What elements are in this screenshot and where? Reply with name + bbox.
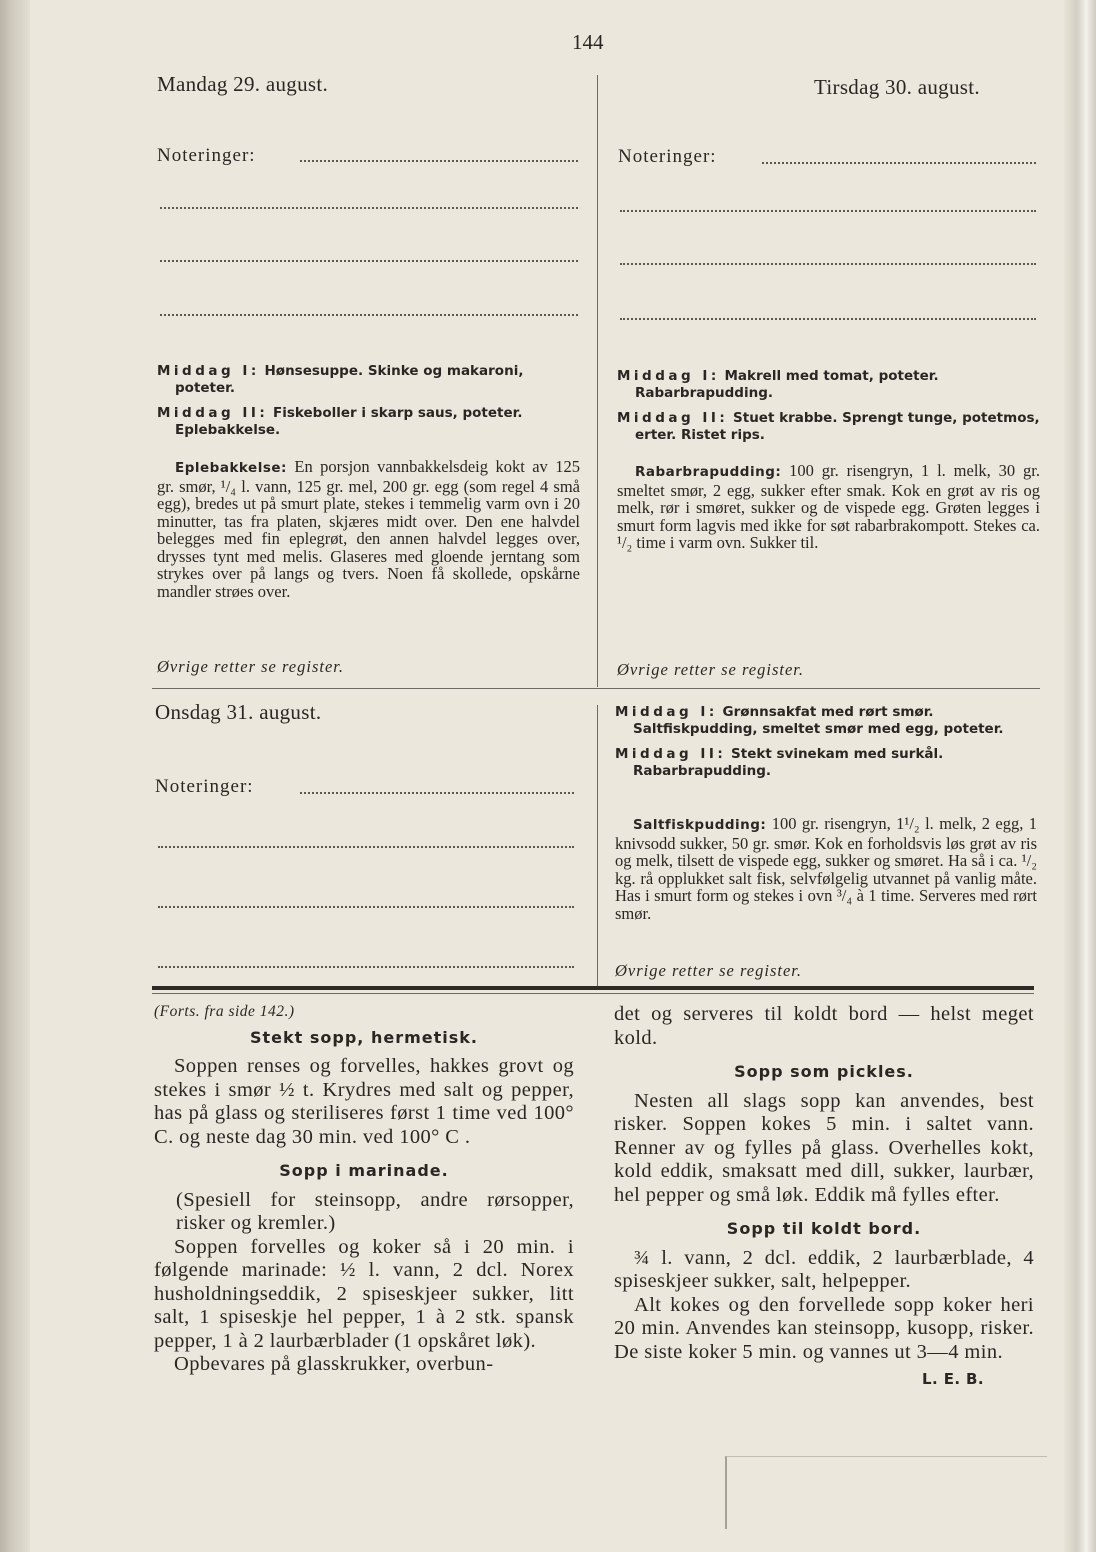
wednesday-notes-line-4[interactable] (158, 966, 574, 968)
wednesday-menu (615, 704, 1040, 788)
monday-notes-line-3[interactable] (160, 260, 578, 262)
dinner-2-text: Stekt svinekam med surkål. Rabarbrapudding. (633, 746, 944, 779)
tuesday-notes-line-4[interactable] (620, 318, 1036, 320)
wednesday-notes-line-3[interactable] (158, 906, 574, 908)
sopp-marinade-subtitle: (Spesiell for steinsopp, andre rørsopper, risker og kremler.) (176, 1188, 574, 1234)
tuesday-dinner-1 (617, 368, 1040, 402)
article-right-column (614, 1003, 1034, 1392)
monday-notes-label: Noteringer: (157, 145, 256, 166)
wednesday-notes-label: Noteringer: (155, 776, 254, 797)
author-signature: L. E. B. (922, 1370, 984, 1388)
tuesday-recipe (617, 462, 1040, 552)
monday-notes-line-4[interactable] (160, 314, 578, 316)
sopp-koldt-bord-method: Alt kokes og den forvellede sopp koker heri 20 min. Anvendes kan steinsopp, kusopp, risker. De siste koker 5 min. og vannes ut 3—4 min. (614, 1293, 1034, 1363)
thick-rule (152, 986, 1034, 990)
wednesday-more-dishes: Øvrige retter se register. (615, 961, 802, 980)
section-heading-sopp-koldt-bord: Sopp til koldt bord. (726, 1219, 922, 1238)
monday-notes-line-2[interactable] (160, 207, 578, 209)
recipe-name: Rabarbrapudding: (635, 464, 782, 480)
thin-rule (152, 993, 1034, 994)
recipe-text: 100 gr. risengryn, 1¹/₂ l. melk, 2 egg, 1 knivsodd sukker, 50 gr. smør. Kok en forholdsvis løs grøt av ris og melk, tilsett de vispede egg, sukker og smøret. Ha så i ca. ¹/₂ kg. rå opplukket salt fisk, selvfølgelig utvannet på vanlig måte. Has i smurt form og stekes i ovn ³/₄ à 1 time. Serveres med rørt smør. (615, 814, 1038, 923)
wednesday-recipe (615, 815, 1037, 922)
wednesday-dinner-1 (615, 704, 1040, 738)
wednesday-dinner-2 (615, 746, 1040, 780)
monday-notes-line-1[interactable] (300, 160, 578, 162)
tuesday-menu (617, 368, 1040, 452)
wednesday-heading: Onsdag 31. august. (155, 700, 322, 724)
dinner-1-label: Middag I: (617, 368, 720, 384)
monday-recipe (157, 458, 580, 600)
book-spine (0, 0, 30, 1552)
page-number: 144 (572, 30, 604, 54)
monday-more-dishes: Øvrige retter se register. (157, 657, 344, 676)
continued-from: (Forts. fra side 142.) (154, 1003, 295, 1020)
section-divider (152, 688, 1040, 689)
dinner-2-label: Middag II: (617, 410, 729, 426)
dinner-1-text: Grønnsakfat med rørt smør. Saltfiskpudding, smeltet smør med egg, poteter. (633, 704, 1004, 737)
monday-dinner-1 (157, 363, 580, 397)
column-divider-mid (597, 705, 598, 988)
dinner-2-text: Stuet krabbe. Sprengt tunge, potetmos, erter. Ristet rips. (635, 410, 1040, 443)
wednesday-notes-line-1[interactable] (300, 792, 574, 794)
recipe-text: 100 gr. risengryn, 1 l. melk, 30 gr. smeltet smør, 2 egg, sukker efter smak. Kok en grøt av ris og melk, rør i smøret, sukker og de vispede egg. Grøten legges i smurt form lagvis med ikke for søt rabarbrakompott. Stekes ca. ¹/₂ time i varm ovn. Sukker til. (617, 461, 1040, 552)
dinner-1-text: Makrell med tomat, poteter. Rabarbrapudding. (635, 368, 939, 401)
sopp-koldt-bord-ingredients: ¾ l. vann, 2 dcl. eddik, 2 laurbærblade, 4 spiseskjeer sukker, salt, helpepper. (614, 1246, 1034, 1292)
monday-menu (157, 363, 580, 447)
sopp-marinade-continued: det og serveres til koldt bord — helst meget kold. (614, 1003, 1034, 1049)
dinner-1-text: Hønsesuppe. Skinke og makaroni, poteter. (175, 363, 524, 396)
section-heading-stekt-sopp: Stekt sopp, hermetisk. (250, 1027, 478, 1047)
dinner-2-label: Middag II: (615, 746, 727, 762)
recipe-name: Saltfiskpudding: (633, 817, 767, 833)
recipe-name: Eplebakkelse: (175, 460, 287, 476)
article-left-column (154, 1000, 574, 1377)
tuesday-more-dishes: Øvrige retter se register. (617, 660, 804, 679)
monday-heading: Mandag 29. august. (157, 72, 329, 96)
tuesday-dinner-2 (617, 410, 1040, 444)
section-heading-sopp-pickles: Sopp som pickles. (734, 1062, 914, 1081)
sopp-marinade-text-2: Opbevares på glasskrukker, overbun- (174, 1353, 494, 1375)
monday-dinner-2 (157, 405, 580, 439)
recipe-text: En porsjon vannbakkelsdeig kokt av 125 gr. smør, ¹/₄ l. vann, 125 gr. mel, 200 gr. egg (som regel 4 små egg), bredes ut på smurt plate, stekes i temmelig varm ovn i 20 minutter, tas fra platen, skjæres midt over. Den ene halvdel belegges med fin eplegrøt, den annen halvdel legges over, drysses tynt med melis. Glaseres med gloende jerntang som strykes over på langs og tvers. Noen få skollede, opskårne mandler strøes over. (157, 457, 580, 601)
sopp-pickles-text: Nesten all slags sopp kan anvendes, best risker. Soppen kokes 5 min. i saltet vann. Renner av og fylles på glass. Overhelles kokt, kold eddik, smaksatt med dill, sukker, laurbær, hel pepper og små løk. Eddik må fylles efter. (614, 1089, 1034, 1206)
dinner-2-text: Fiskeboller i skarp saus, poteter. Eplebakkelse. (175, 405, 523, 438)
dinner-1-label: Middag I: (615, 704, 718, 720)
blank-stamp-box (725, 1456, 1047, 1529)
wednesday-notes-line-2[interactable] (158, 846, 574, 848)
tuesday-heading: Tirsdag 30. august. (814, 75, 980, 99)
dinner-1-label: Middag I: (157, 363, 260, 379)
sopp-marinade-text: Soppen forvelles og koker så i 20 min. i følgende marinade: ½ l. vann, 2 dcl. Norex husholdningseddik, 2 spiseskjeer sukker, litt salt, 1 spiseskje hel pepper, 1 à 2 stk. spansk pepper, 1 à 2 laurbærblader (1 opskåret løk). (154, 1235, 574, 1352)
tuesday-notes-label: Noteringer: (618, 146, 717, 167)
tuesday-notes-line-2[interactable] (620, 210, 1036, 212)
tuesday-notes-line-1[interactable] (762, 162, 1036, 164)
dinner-2-label: Middag II: (157, 405, 269, 421)
tuesday-notes-line-3[interactable] (620, 263, 1036, 265)
stekt-sopp-text: Soppen renses og forvelles, hakkes grovt og stekes i smør ½ t. Krydres med salt og pepper, has på glass og steriliseres først 1 time ved 100° C. og neste dag 30 min. ved 100° C . (154, 1055, 574, 1148)
section-heading-sopp-marinade: Sopp i marinade. (279, 1161, 449, 1180)
column-divider-top (597, 75, 598, 687)
page-edge (1064, 0, 1096, 1552)
